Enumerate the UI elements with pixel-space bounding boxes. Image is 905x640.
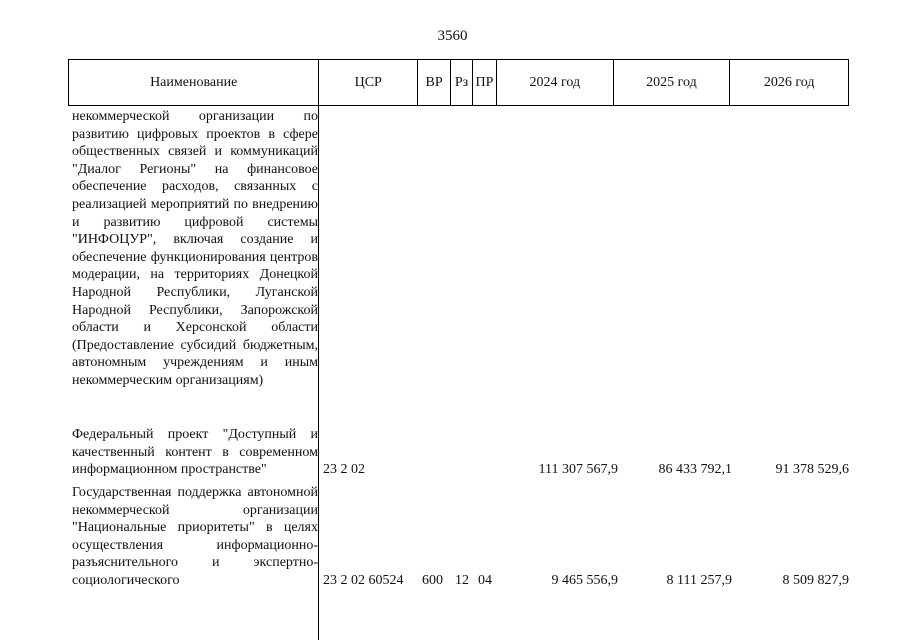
- row-2026: 91 378 529,6: [775, 462, 849, 477]
- table-header: [68, 59, 849, 106]
- row-rz: 12: [455, 573, 469, 588]
- column-header-pr: ПР: [472, 60, 496, 105]
- column-header-csr: ЦСР: [318, 60, 417, 105]
- column-header-2024: 2024 год: [496, 60, 613, 105]
- row-2025: 86 433 792,1: [658, 462, 732, 477]
- column-header-name: Наименование: [150, 74, 238, 90]
- row-csr: 23 2 02 60524: [323, 573, 404, 588]
- column-header-2025: 2025 год: [613, 60, 730, 105]
- column-divider: [318, 106, 319, 640]
- column-header-vr: ВР: [417, 60, 450, 105]
- column-header-rz: Рз: [450, 60, 472, 105]
- page-number: 3560: [437, 28, 468, 44]
- column-header-2026: 2026 год: [729, 60, 848, 105]
- row-pr: 04: [478, 573, 492, 588]
- row-2024: 9 465 556,9: [551, 573, 618, 588]
- row-vr: 600: [422, 573, 443, 588]
- row-2026: 8 509 827,9: [782, 573, 849, 588]
- row-name: некоммерческой организации по развитию цифровых проектов в сфере общественных связей и коммуникаций "Диалог Регионы" на финансовое обеспечение расходов, связанных с реализацией мероприятий по внедрению и развитию цифровой системы "ИНФОЦУР", включая создание и обеспечение функционирования центров модерации, на территориях Донецкой Народной Республики, Луганской Народной Республики, Запорожской области и Херсонской области (Предоставление субсидий бюджетным, автономным учреждениям и иным некоммерческим организациям): [72, 109, 318, 388]
- row-name: Государственная поддержка автономной некоммерческой организации "Национальные приоритеты" в целях осуществления информационно-разъяснительного и экспертно-социологического: [72, 485, 318, 588]
- row-name: Федеральный проект "Доступный и качественный контент в современном информационном пространстве": [72, 427, 318, 478]
- row-csr: 23 2 02: [323, 462, 365, 477]
- row-2025: 8 111 257,9: [666, 573, 732, 588]
- row-2024: 111 307 567,9: [538, 462, 618, 477]
